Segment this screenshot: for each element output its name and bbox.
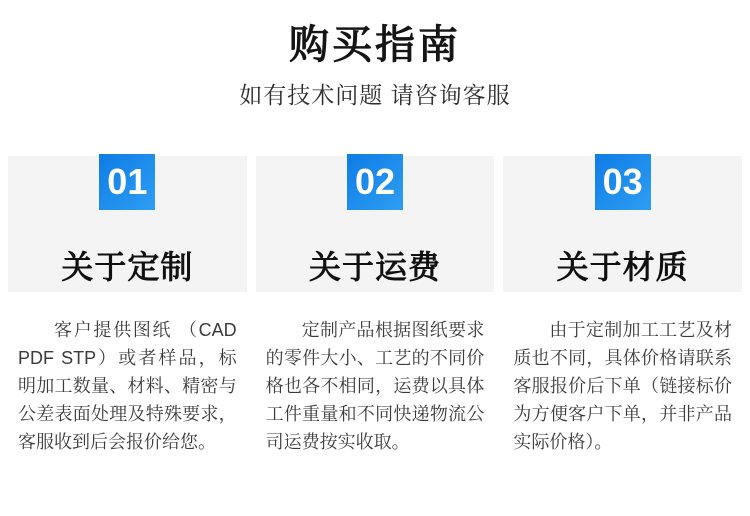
guide-cards xyxy=(0,156,750,456)
card-heading: 关于定制 xyxy=(61,248,194,285)
card-body-text: 定制产品根据图纸要求的零件大小、工艺的不同价格也各不相同，运费以具体工件重量和不同快递物流公司运费按实收取。 xyxy=(265,319,485,452)
card-material-panel xyxy=(503,156,742,292)
card-body-text: 客户提供图纸 （CAD PDF STP）或者样品，标明加工数量、材料、精密与公差表面处理及特殊要求，客服收到后会报价给您。 xyxy=(18,319,237,452)
card-shipping xyxy=(256,156,495,456)
step-number-badge: 03 xyxy=(595,154,651,210)
card-customization xyxy=(8,156,247,456)
card-material xyxy=(503,156,742,456)
step-number-badge: 01 xyxy=(99,154,155,210)
page-header xyxy=(0,0,750,110)
card-heading: 关于材质 xyxy=(556,248,689,285)
page-title: 购买指南 xyxy=(289,23,461,67)
page-subtitle: 如有技术问题 请咨询客服 xyxy=(239,82,511,108)
card-customization-panel xyxy=(8,156,247,292)
card-body-text: 由于定制加工工艺及材质也不同，具体价格请联系客服报价后下单（链接标价为方便客户下单，并非产品实际价格）。 xyxy=(513,319,733,452)
card-heading: 关于运费 xyxy=(309,248,442,285)
step-number-badge: 02 xyxy=(347,154,403,210)
card-shipping-panel xyxy=(256,156,495,292)
